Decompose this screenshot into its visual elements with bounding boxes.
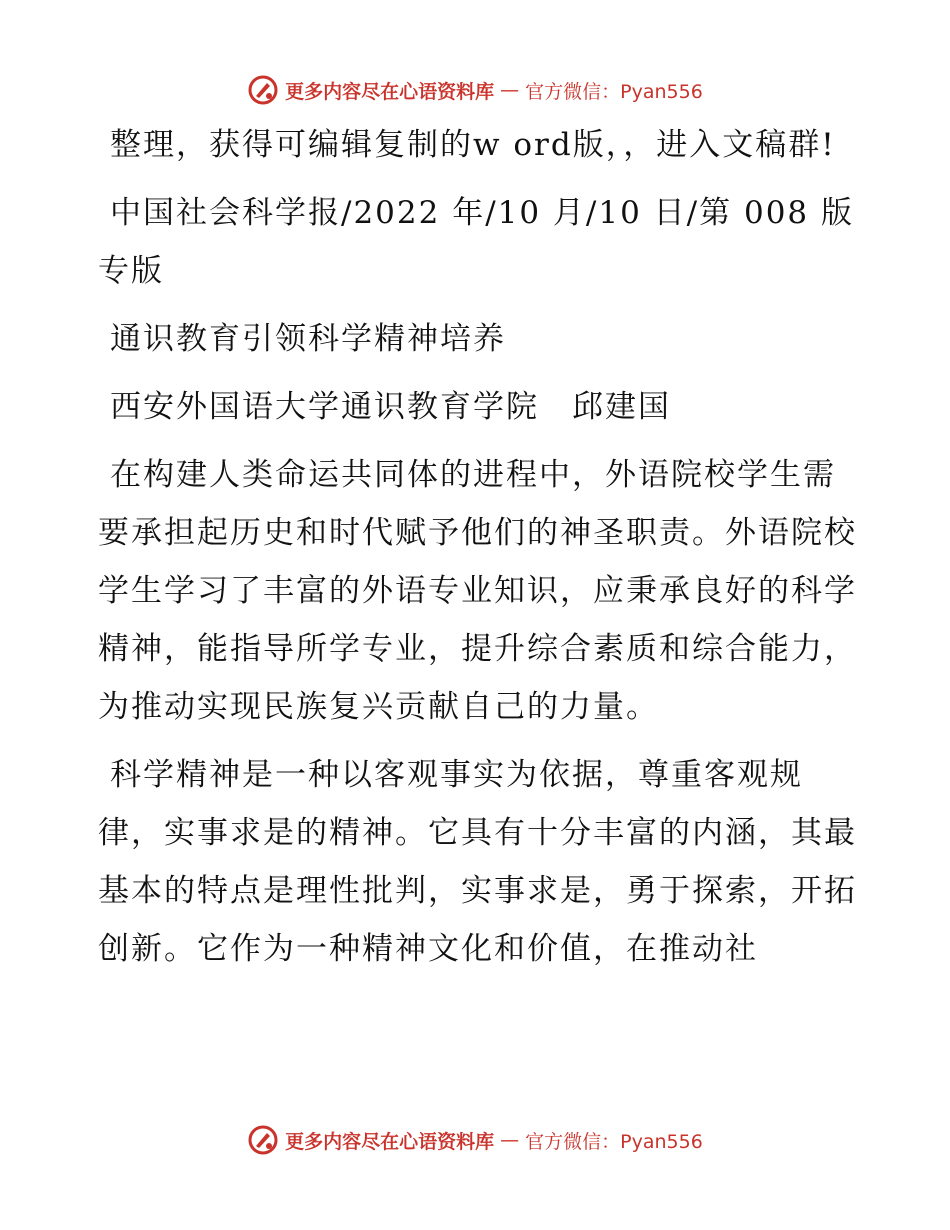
article-author: 西安外国语大学通识教育学院 邱建国	[110, 389, 671, 425]
brand-seal-icon	[247, 1124, 279, 1156]
watermark-banner-top	[0, 70, 950, 110]
watermark-banner-bottom	[0, 1120, 950, 1160]
intro-note-paragraph: 整理，获得可编辑复制的w ord版，，进入文稿群!	[110, 127, 836, 163]
body-paragraph: 科学精神是一种以客观事实为依据，尊重客观规律，实事求是的精神。它具有十分丰富的内涵，其最基本的特点是理性批判，实事求是，勇于探索，开拓创新。它作为一种精神文化和价值，在推动社	[98, 757, 857, 967]
watermark-wechat-text: 官方微信：Pyan556	[525, 1130, 703, 1153]
document-body	[98, 116, 858, 988]
watermark-main-text: 更多内容尽在心语资料库	[285, 80, 495, 103]
source-citation-paragraph: 中国社会科学报/2022 年/10 月/10 日/第 008 版专版	[98, 195, 855, 289]
watermark-main-text: 更多内容尽在心语资料库	[285, 1130, 495, 1153]
watermark-separator: —	[500, 1129, 520, 1151]
body-paragraph: 在构建人类命运共同体的进程中，外语院校学生需要承担起历史和时代赋予他们的神圣职责。外语院校学生学习了丰富的外语专业知识，应秉承良好的科学精神，能指导所学专业，提升综合素质和综合能力，为推动实现民族复兴贡献自己的力量。	[98, 457, 857, 725]
article-title: 通识教育引领科学精神培养	[110, 321, 506, 357]
brand-seal-icon	[247, 74, 279, 106]
watermark-separator: —	[500, 79, 520, 101]
watermark-wechat-text: 官方微信：Pyan556	[525, 80, 703, 103]
